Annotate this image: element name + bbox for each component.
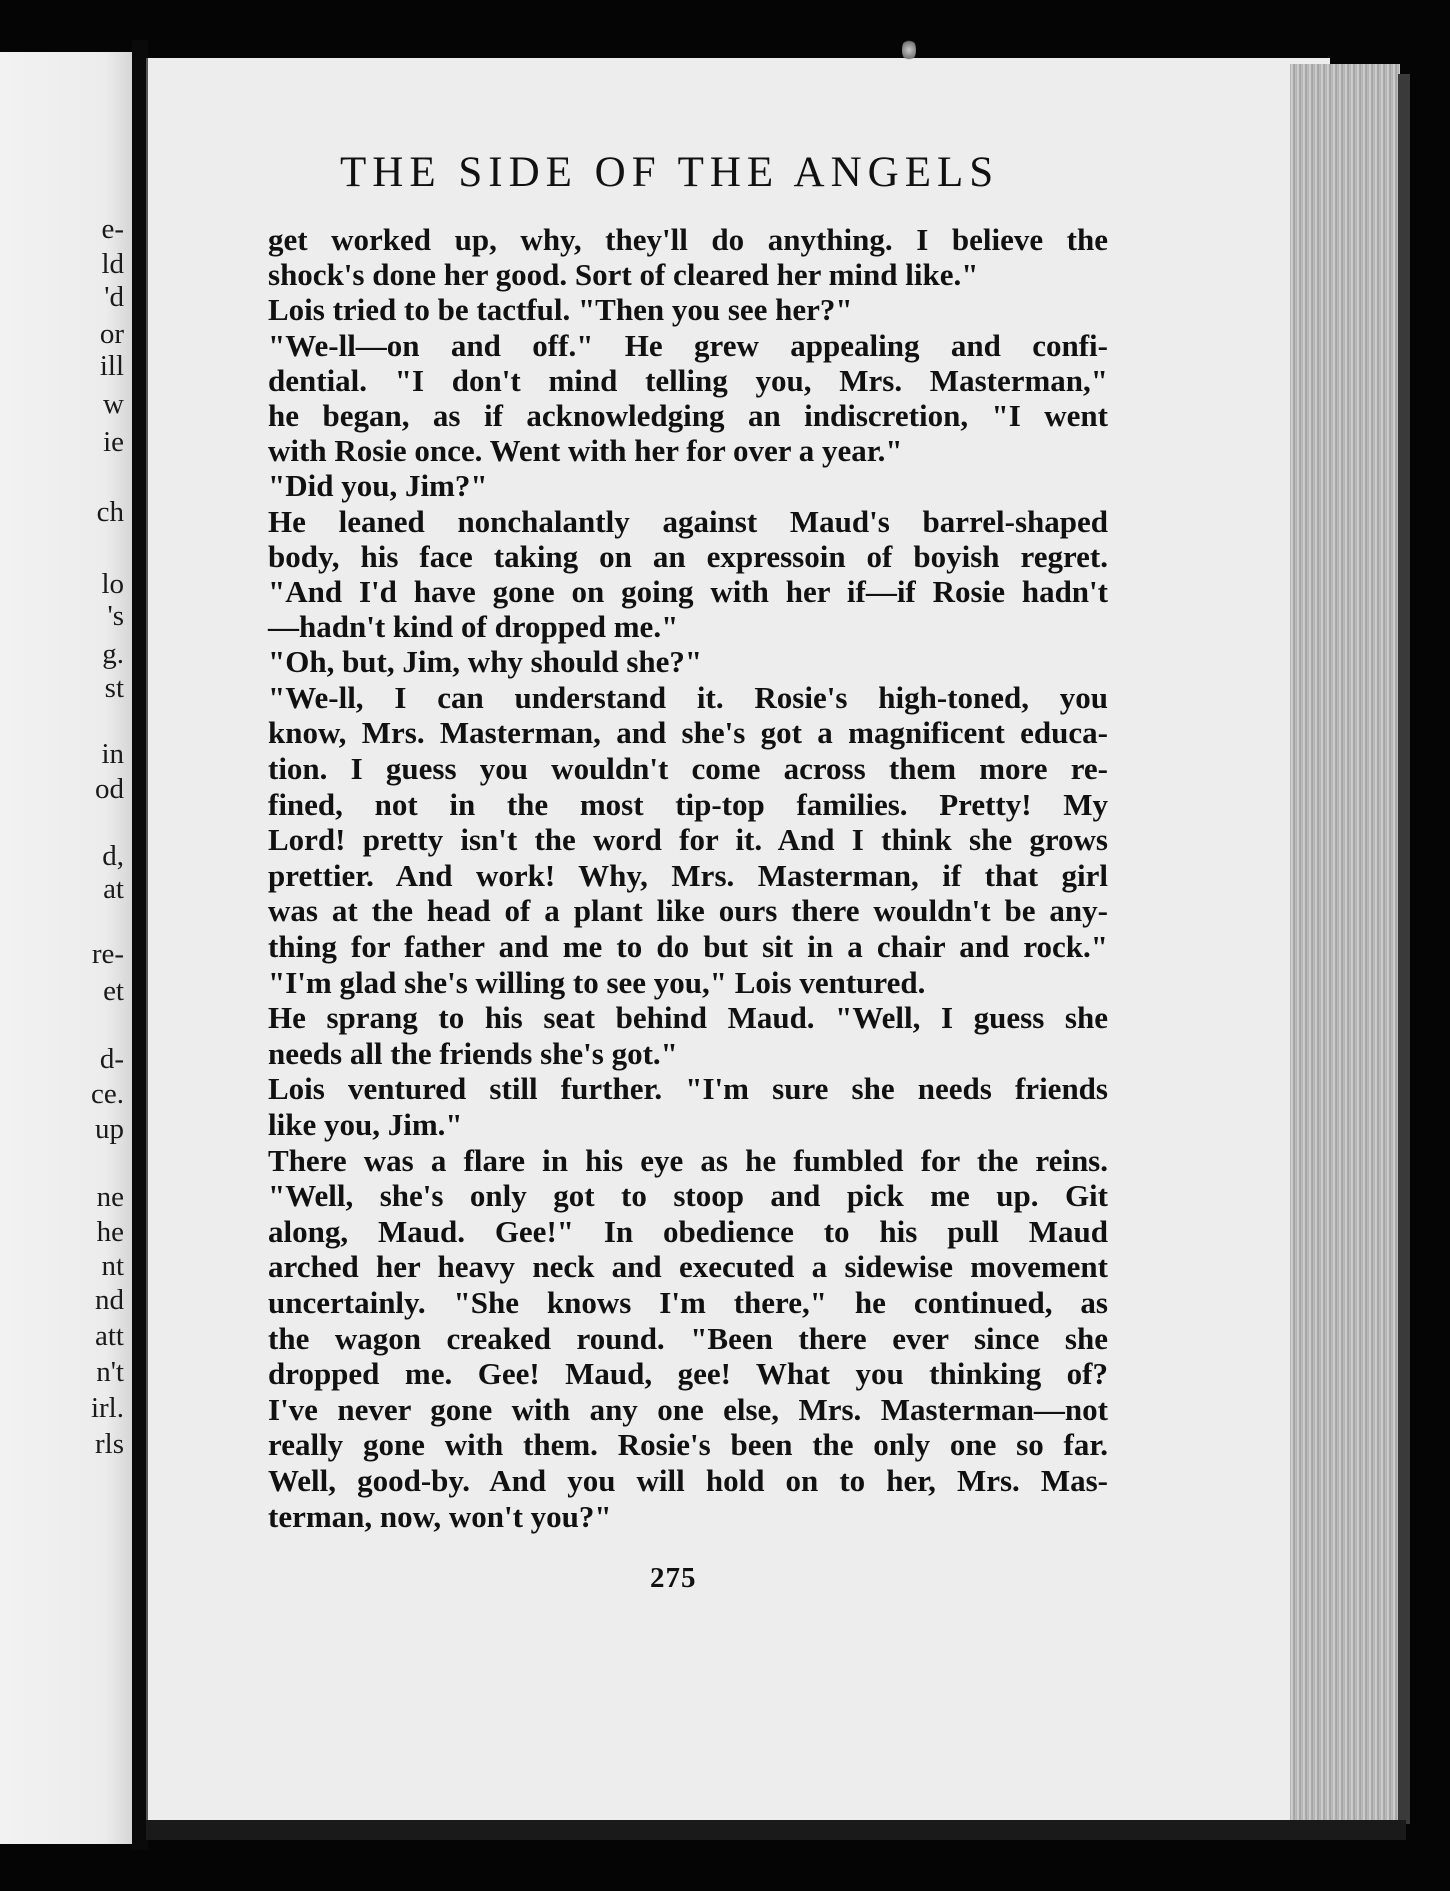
text-line: "Well, she's only got to stoop and pick me up. Git — [268, 1178, 1108, 1214]
text-line: arched her heavy neck and executed a sidewise movement — [268, 1249, 1108, 1285]
text-line: "We-ll—on and off." He grew appealing and confi- — [268, 327, 1108, 363]
text-line: was at the head of a plant like ours there wouldn't be any- — [268, 893, 1108, 929]
left-page-fragment: ld — [101, 248, 124, 280]
dust-speck — [902, 38, 916, 62]
left-page-fragment: w — [103, 388, 124, 420]
left-page-fragment: 's — [107, 600, 124, 632]
left-page-fragment: g. — [102, 638, 124, 670]
cover-bottom — [146, 1820, 1406, 1840]
text-line: He sprang to his seat behind Maud. "Well, I guess she — [268, 1000, 1108, 1036]
text-line: the wagon creaked round. "Been there ever since she — [268, 1320, 1108, 1356]
text-line: dropped me. Gee! Maud, gee! What you thinking of? — [268, 1356, 1108, 1392]
left-page-fragment: 'd — [104, 281, 124, 313]
left-page-fragment: ill — [99, 350, 124, 382]
left-page-fragment: d- — [99, 1043, 124, 1075]
text-line: shock's done her good. Sort of cleared her mind like." — [268, 257, 979, 293]
left-page-fragment: up — [95, 1113, 124, 1145]
left-page-fragment: att — [95, 1320, 124, 1352]
left-page-fragment: or — [99, 318, 124, 350]
left-page-fragment: irl. — [90, 1392, 124, 1424]
left-page-fragment: e- — [101, 213, 124, 245]
text-line: along, Maud. Gee!" In obedience to his pull Maud — [268, 1213, 1108, 1249]
text-line: with Rosie once. Went with her for over a year." — [268, 433, 903, 469]
text-line: uncertainly. "She knows I'm there," he continued, as — [268, 1284, 1108, 1320]
left-page-fragment: st — [104, 672, 124, 704]
text-line: dential. "I don't mind telling you, Mrs. Masterman," — [268, 362, 1108, 398]
text-line: like you, Jim." — [268, 1106, 463, 1142]
text-line: Lois tried to be tactful. "Then you see her?" — [268, 292, 853, 328]
text-line: "Oh, but, Jim, why should she?" — [268, 644, 703, 680]
text-line: Lois ventured still further. "I'm sure she needs friends — [268, 1071, 1108, 1107]
text-line: know, Mrs. Masterman, and she's got a magnificent educa- — [268, 715, 1108, 751]
left-page-fragment: nd — [95, 1284, 124, 1316]
left-page-fragment: re- — [91, 938, 124, 970]
left-page-fragment: nt — [101, 1250, 124, 1282]
left-page-fragment: in — [101, 738, 124, 770]
text-line: He leaned nonchalantly against Maud's barrel-shaped — [268, 503, 1108, 539]
page-edges — [1290, 64, 1400, 1830]
text-line: Well, good-by. And you will hold on to her, Mrs. Mas- — [268, 1462, 1108, 1498]
left-page-fragment: d, — [102, 840, 124, 872]
text-line: Lord! pretty isn't the word for it. And I think she grows — [268, 822, 1108, 858]
text-line: "We-ll, I can understand it. Rosie's high-toned, you — [268, 679, 1108, 715]
text-line: tion. I guess you wouldn't come across them more re- — [268, 751, 1108, 787]
text-line: —hadn't kind of dropped me." — [268, 609, 679, 645]
left-page-fragment: he — [96, 1216, 124, 1248]
left-page-fragment: ie — [103, 426, 124, 458]
left-page — [0, 52, 135, 1844]
text-line: get worked up, why, they'll do anything. I believe the — [268, 222, 1108, 257]
text-line: There was a flare in his eye as he fumbled for the reins. — [268, 1142, 1108, 1178]
text-line: "And I'd have gone on going with her if—if Rosie hadn't — [268, 573, 1108, 609]
left-page-fragment: at — [103, 873, 124, 905]
text-line: "I'm glad she's willing to see you," Lois ventured. — [268, 964, 926, 1000]
left-page-fragment: ne — [96, 1181, 124, 1213]
left-page-fragment: et — [103, 975, 124, 1007]
text-line: body, his face taking on an expressoin of boyish regret. — [268, 538, 1108, 574]
text-line: really gone with them. Rosie's been the only one so far. — [268, 1427, 1108, 1463]
body-text — [268, 222, 1108, 1534]
text-line: needs all the friends she's got." — [268, 1035, 678, 1071]
page-number: 275 — [650, 1562, 697, 1594]
left-page-fragment: lo — [101, 568, 124, 600]
text-line: he began, as if acknowledging an indiscretion, "I went — [268, 397, 1108, 433]
text-line: thing for father and me to do but sit in a chair and rock." — [268, 929, 1108, 964]
text-line: terman, now, won't you?" — [268, 1498, 612, 1534]
left-page-fragment: rls — [95, 1428, 124, 1460]
text-line: fined, not in the most tip-top families. Pretty! My — [268, 786, 1108, 822]
text-line: prettier. And work! Why, Mrs. Masterman, if that girl — [268, 857, 1108, 893]
running-head: THE SIDE OF THE ANGELS — [340, 149, 1000, 196]
text-line: I've never gone with any one else, Mrs. Masterman—not — [268, 1391, 1108, 1427]
left-page-fragment: n't — [96, 1356, 124, 1388]
text-line: "Did you, Jim?" — [268, 468, 488, 504]
left-page-fragment: od — [95, 773, 124, 805]
left-page-fragment: ce. — [91, 1078, 124, 1110]
left-page-fragment: ch — [96, 496, 124, 528]
cover-edge — [1398, 74, 1410, 1824]
